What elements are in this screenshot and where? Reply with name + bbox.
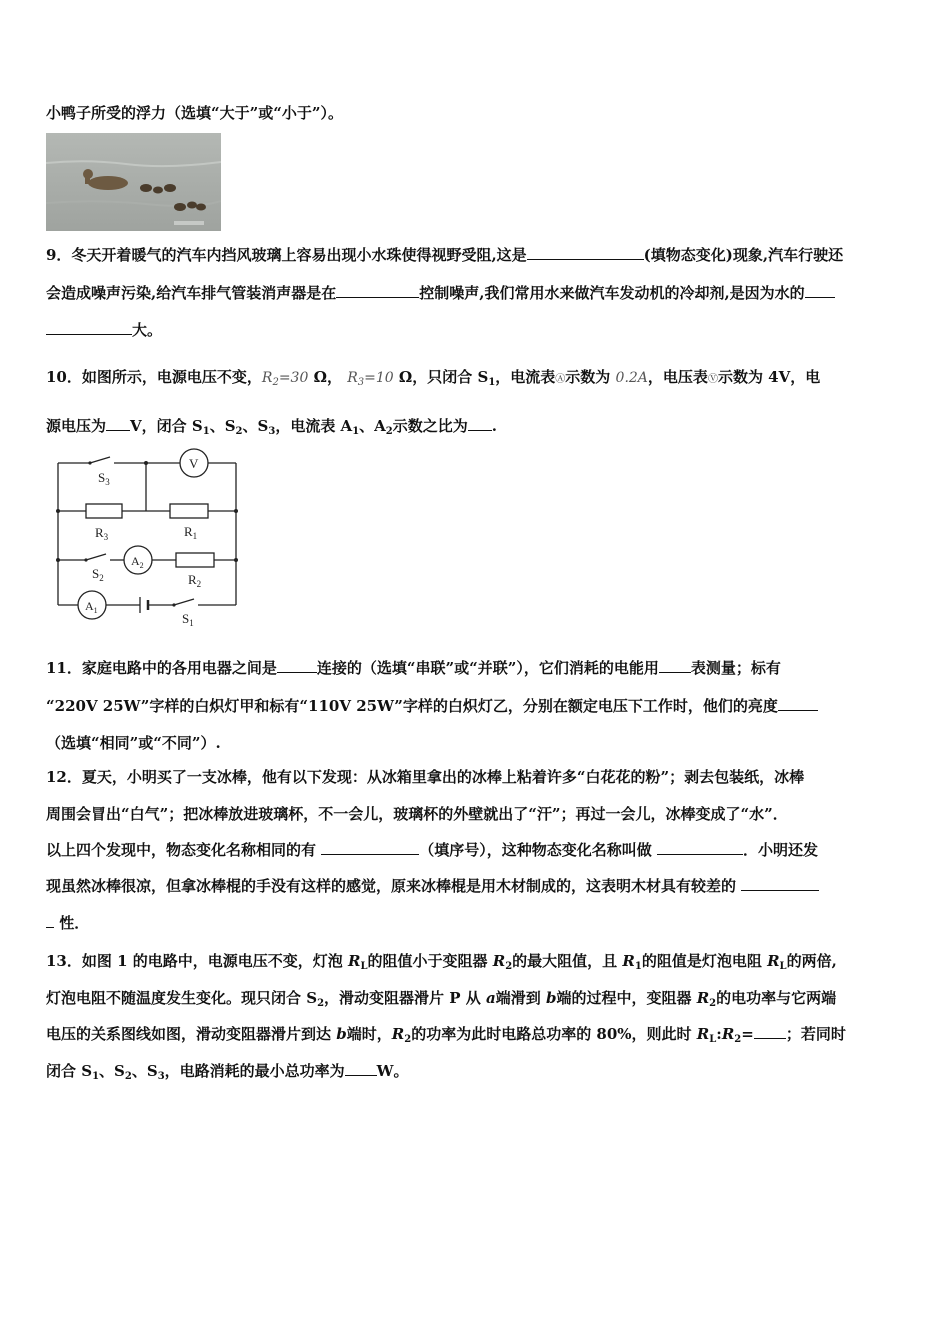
q13-line4: 闭合 $S_1$、$S_2$、$S_3$，电路消耗的最小总功率为 W。: [46, 1062, 409, 1082]
q11-line2: “220V 25W”字样的白炽灯甲和标有“110V 25W”字样的白炽灯乙，分别在额定电压下工作时，他们的亮度: [46, 696, 818, 716]
q12-blank-3a[interactable]: [741, 876, 819, 891]
q13-line1: 13．如图 1 的电路中，电源电压不变，灯泡 $R_L$的阻值小于变阻器 $R_2$的最大阻值，且 $R_1$的阻值是灯泡电阻 $R_L$的两倍,: [46, 952, 837, 972]
label-r3: $R_3$: [95, 525, 109, 542]
q9-blank-1[interactable]: [527, 245, 644, 260]
duck-photo: [46, 133, 221, 231]
r3-expression: $R_3=10$: [347, 370, 394, 388]
q11-line3: （选填“相同”或“不同”）.: [46, 734, 221, 752]
q11-blank-1[interactable]: [277, 658, 317, 673]
q12-line2: 周围会冒出“白气”；把冰棒放进玻璃杯，不一会儿，玻璃杯的外壁就出了“汗”；再过一会儿，冰棒变成了“水”．: [46, 805, 788, 823]
label-a1: $A_1$: [85, 599, 98, 615]
ammeter-symbol: Ⓐ: [555, 374, 566, 385]
label-s3: $S_3$: [98, 470, 110, 487]
q12-blank-1[interactable]: [321, 840, 419, 855]
q10-blank-1[interactable]: [106, 416, 130, 431]
q11-blank-2[interactable]: [659, 658, 691, 673]
q9-blank-2[interactable]: [336, 283, 419, 298]
q13-line2: 灯泡电阻不随温度发生变化。现只闭合 $S_2$，滑动变阻器滑片 P 从 a端滑到 b端的过程中，变阻器 $R_2$的电功率与它两端: [46, 989, 837, 1009]
q8-tail: 小鸭子所受的浮力（选填“大于”或“小于”）。: [46, 104, 344, 122]
battery: [140, 597, 148, 613]
q9-blank-3b[interactable]: [46, 320, 132, 335]
resistor-r1: [170, 504, 208, 518]
q10-line2: 源电压为 V，闭合 $S_1$、$S_2$、$S_3$，电流表 $A_1$、$A_2$示数之比为 .: [46, 417, 498, 437]
q13-line3: 电压的关系图线如图，滑动变阻器滑片到达 b端时，$R_2$的功率为此时电路总功率的 80%，则此时 $R_L:R_2=$ ；若同时: [46, 1025, 846, 1045]
q12-blank-2[interactable]: [657, 840, 743, 855]
q9-line1: 9．冬天开着暖气的汽车内挡风玻璃上容易出现小水珠使得视野受阻,这是 (填物态变化)现象,汽车行驶还: [46, 246, 844, 264]
q10-blank-2[interactable]: [468, 416, 492, 431]
resistor-r3: [86, 504, 122, 518]
label-s2: $S_2$: [92, 566, 104, 583]
voltmeter-symbol: Ⓥ: [707, 374, 718, 385]
label-a2: $A_2$: [131, 554, 144, 570]
q9-line3: 大。: [46, 320, 162, 340]
q12-line5: 性．: [46, 913, 89, 933]
label-v: V: [189, 456, 199, 471]
q13-blank-1[interactable]: [754, 1024, 786, 1039]
q9-blank-3a[interactable]: [805, 283, 835, 298]
q9-line2: 会造成噪声污染,给汽车排气管装消声器是在 控制噪声,我们常用水来做汽车发动机的冷却剂,是因为水的: [46, 283, 835, 303]
q11-line1: 11．家庭电路中的各用电器之间是 连接的（选填“串联”或“并联”），它们消耗的电能用 表测量；标有: [46, 659, 781, 677]
q12-line4: 现虽然冰棒很凉，但拿冰棒棍的手没有这样的感觉，原来冰棒棍是用木材制成的，这表明木材具有较差的: [46, 876, 819, 896]
label-r2: $R_2$: [188, 572, 202, 589]
q12-line3: 以上四个发现中，物态变化名称相同的有 （填序号），这种物态变化名称叫做 ．小明还发: [46, 841, 819, 859]
q11-blank-3[interactable]: [778, 696, 818, 711]
q12-line1: 12．夏天，小明买了一支冰棒，他有以下发现：从冰箱里拿出的冰棒上粘着许多“白花花的粉”；剥去包装纸，冰棒: [46, 768, 805, 786]
label-r1: $R_1$: [184, 524, 198, 541]
current-value: 0.2A: [615, 370, 648, 386]
resistor-r2: [176, 553, 214, 567]
label-s1: $S_1$: [182, 611, 194, 628]
q10-line1: 10．如图所示，电源电压不变，$R_2=30$ Ω， $R_3=10$ Ω，只闭合 $S_1$，电流表Ⓐ示数为 0.2A，电压表Ⓥ示数为 4V，电: [46, 368, 821, 388]
q12-blank-3b[interactable]: [46, 913, 54, 928]
q13-blank-2[interactable]: [345, 1061, 377, 1076]
r2-expression: $R_2=30$: [261, 370, 309, 388]
circuit-diagram: [50, 447, 242, 632]
